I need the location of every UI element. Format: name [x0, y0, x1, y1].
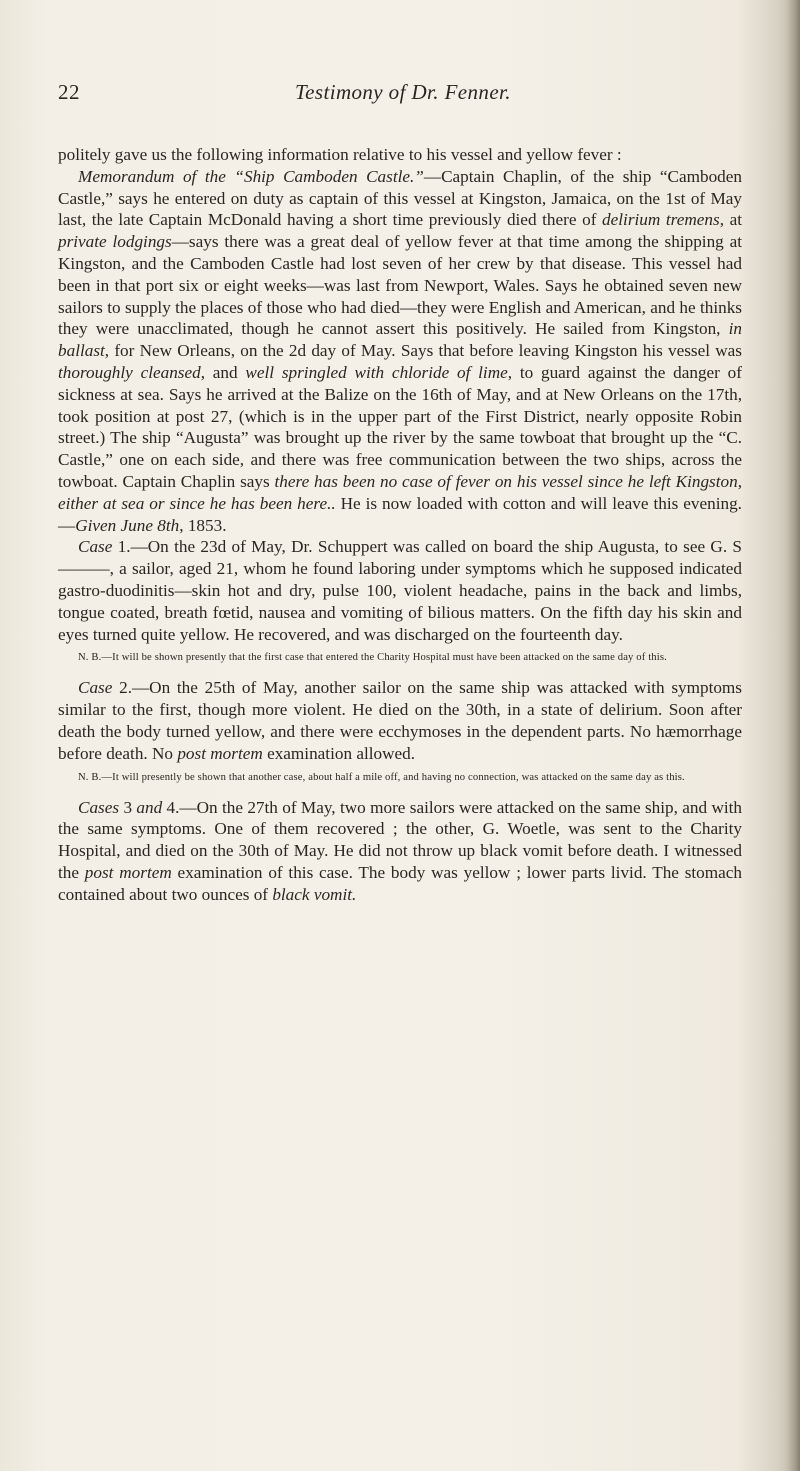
- paragraph-intro: politely gave us the following information relative to his vessel and yellow fever :: [58, 145, 622, 164]
- italic-run: Case: [78, 537, 113, 557]
- text-run: 3: [119, 797, 137, 817]
- body-text: [58, 144, 742, 906]
- paragraph-cases-3-4: [58, 797, 742, 906]
- text-run: , and: [200, 362, 246, 382]
- italic-run: post mortem: [177, 743, 263, 763]
- running-title: Testimony of Dr. Fenner.: [295, 80, 511, 104]
- paragraph-case-1: [58, 536, 742, 645]
- text-run: —Captain Chaplin, of the ship “Camboden Castle,” says he entered on duty as captain of this vessel at Kingston, Jamaica, on the 1st of May last, the late Captain McDonald having a short time previously died there of: [58, 166, 742, 230]
- italic-run: well springled with chloride of lime: [245, 362, 508, 382]
- text-run: —says there was a great deal of yellow fever at that time among the shipping at Kingston, and the Camboden Castle had lost seven of her crew by that disease. This vessel had been in that port six or eight weeks—was last from Newport, Wales. Says he obtained seven new sailors to supply the places of those who had died—they were English and American, and he thinks they were unacclimated, though he cannot assert this positively. He sailed from Kingston,: [58, 232, 742, 339]
- text-run: 1.—On the 23d of May, Dr. Schuppert was called on board the ship Augusta, to see G. S———, a sailor, aged 21, whom he found laboring under symptoms which he supposed indicated gastro-duodinitis—skin hot and dry, pulse 100, violent headache, pains in the back and limbs, tongue coated, breath fœtid, nausea and vomiting of bilious matters. On the fifth day his skin and eyes turned quite yellow. He recovered, and was discharged on the fourteenth day.: [58, 537, 742, 644]
- italic-run: and: [136, 797, 163, 817]
- italic-run: thoroughly cleansed: [58, 362, 201, 382]
- paragraph-case-2: [58, 677, 742, 764]
- text-run: , for New Orleans, on the 2d day of May. Says that before leaving Kingston his vessel was: [104, 341, 742, 361]
- footnote-nb-1: N. B.—It will be shown presently that the first case that entered the Charity Hospital must have been attacked on the same day of this.: [78, 652, 667, 664]
- italic-run: Cases: [78, 797, 120, 817]
- page-edge-shadow: [786, 0, 800, 1471]
- paragraph-memorandum: [58, 166, 742, 537]
- italic-run: black vomit.: [272, 884, 357, 904]
- italic-run: Case: [78, 678, 113, 698]
- italic-run: there has been no case of fever on his vessel since he left Kingston, either at sea or since he has been here..: [58, 471, 742, 513]
- text-run: , to guard against the danger of sickness at sea. Says he arrived at the Balize on the 16th of May, and at New Orleans on the 17th, took position at post 27, (which is in the upper part of the First District, nearly opposite Robin street.) The ship “Augusta” was brought up the river by the same towboat that brought up the “C. Castle,” one on each side, and there was free communication between the two ships, across the towboat. Captain Chaplin says: [58, 362, 743, 491]
- italic-run: Memorandum of the “Ship Camboden Castle.”: [78, 166, 424, 186]
- running-head: [58, 80, 748, 106]
- text-run: 4.—On the 27th of May, two more sailors were attacked on the same ship, and with the same symptoms. One of them recovered ; the other, G. Woetle, was sent to the Charity Hospital, and died on the 30th of May. He did not throw up black vomit before death. I witnessed the: [58, 797, 742, 882]
- italic-run: in ballast: [58, 319, 742, 361]
- text-run: , 1853.: [179, 515, 227, 535]
- page-number: 22: [58, 80, 80, 104]
- italic-run: delirium tremens: [602, 210, 720, 230]
- text-run: 2.—On the 25th of May, another sailor on the same ship was attacked with symptoms similar to the first, though more violent. He died on the 30th, in a state of delirium. Soon after death the body turned yellow, and there were ecchymoses in the dependent parts. No hæmorrhage before death. No: [58, 678, 742, 763]
- italic-run: Given June 8th: [75, 515, 180, 535]
- text-run: He is now loaded with cotton and will leave this evening.—: [58, 493, 742, 535]
- text-run: examination of this case. The body was yellow ; lower parts livid. The stomach contained about two ounces of: [58, 862, 742, 904]
- text-run: , at: [719, 210, 742, 230]
- italic-run: private lodgings: [58, 232, 172, 252]
- italic-run: post mortem: [84, 862, 172, 882]
- text-run: examination allowed.: [262, 743, 416, 763]
- footnote-nb-2: N. B.—It will presently be shown that another case, about half a mile off, and having no connection, was attacked on the same day as this.: [78, 771, 685, 783]
